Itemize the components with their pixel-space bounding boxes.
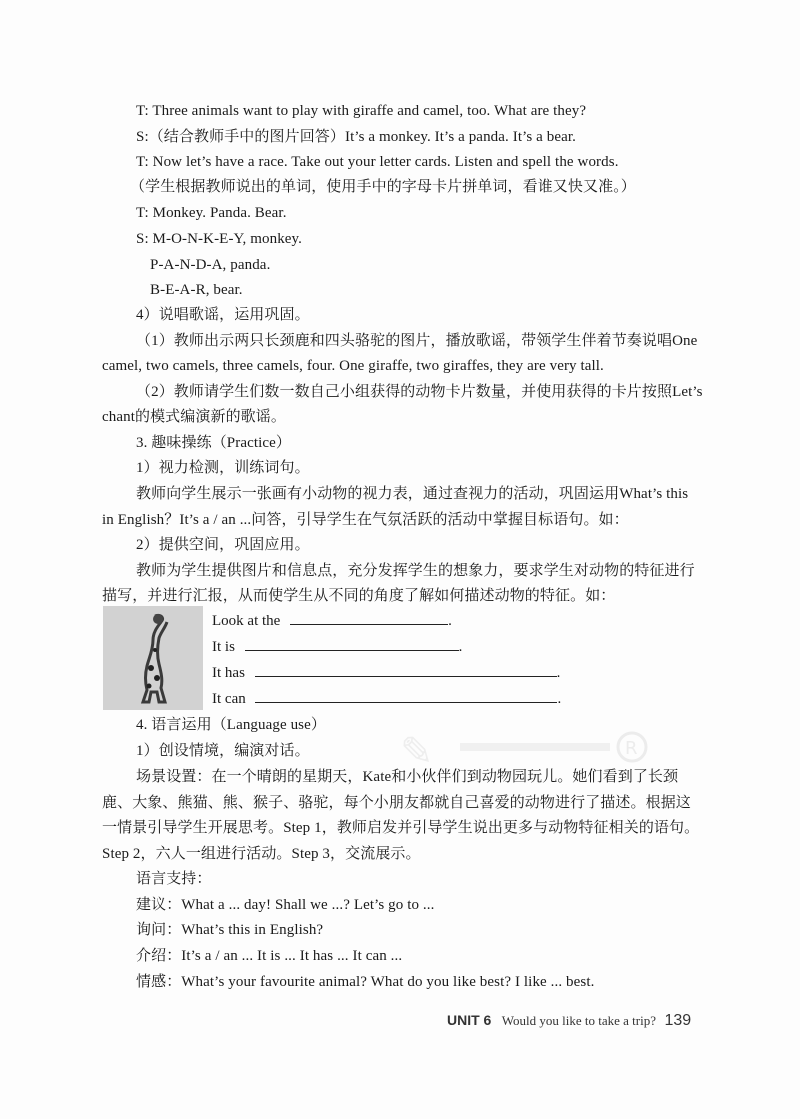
exercise-row bbox=[212, 636, 462, 657]
dialogue-line: S: M-O-N-K-E-Y, monkey. bbox=[136, 231, 303, 247]
step-heading: 1）创设情境，编演对话。 bbox=[136, 743, 310, 759]
paragraph-line: 一情景引导学生开展思考。Step 1，教师启发并引导学生说出更多与动物特征相关的语句。 bbox=[102, 820, 700, 836]
exercise-prompt: It is bbox=[212, 639, 235, 655]
answer-blank[interactable] bbox=[290, 610, 448, 625]
paragraph-line: 鹿、大象、熊猫、熊、猴子、骆驼，每个小朋友都就自己喜爱的动物进行了描述。根据这 bbox=[102, 795, 691, 811]
paragraph-line: Step 2，六人一组进行活动。Step 3，交流展示。 bbox=[102, 846, 421, 862]
exercise-row bbox=[212, 662, 560, 683]
end-mark: . bbox=[448, 613, 452, 629]
step-heading: 4）说唱歌谣，运用巩固。 bbox=[136, 307, 310, 323]
support-line: 介绍：It’s a / an ... It is ... It has ... It can ... bbox=[136, 948, 403, 964]
svg-text:✎: ✎ bbox=[400, 729, 434, 775]
step-heading: 1）视力检测，训练词句。 bbox=[136, 460, 310, 476]
support-line: 情感：What’s your favourite animal? What do you like best? I like ... best. bbox=[136, 974, 595, 990]
page-number: 139 bbox=[664, 1012, 692, 1029]
exercise-prompt: Look at the bbox=[212, 613, 281, 629]
dialogue-line: B-E-A-R, bear. bbox=[150, 282, 243, 298]
dialogue-line: T: Monkey. Panda. Bear. bbox=[136, 205, 287, 221]
paragraph-line: 教师为学生提供图片和信息点，充分发挥学生的想象力，要求学生对动物的特征进行 bbox=[136, 563, 695, 579]
end-mark: . bbox=[557, 691, 562, 707]
exercise-prompt: It has bbox=[212, 665, 245, 681]
answer-blank[interactable] bbox=[245, 636, 459, 651]
exercise-row bbox=[212, 610, 452, 631]
dialogue-line: T: Three animals want to play with giraffe and camel, too. What are they? bbox=[136, 103, 587, 119]
dialogue-line: S:（结合教师手中的图片回答）It’s a monkey. It’s a panda. It’s a bear. bbox=[136, 129, 576, 145]
section-heading: 4. 语言运用（Language use） bbox=[136, 717, 326, 733]
page-footer bbox=[447, 1012, 691, 1030]
exercise-prompt: It can bbox=[212, 691, 246, 707]
paragraph-line: 教师向学生展示一张画有小动物的视力表，通过查视力的活动，巩固运用What’s this bbox=[136, 486, 689, 502]
answer-blank[interactable] bbox=[255, 688, 557, 703]
paragraph-line: in English？It’s a / an ...问答，引导学生在气氛活跃的活动中掌握目标语句。如： bbox=[102, 512, 629, 528]
answer-blank[interactable] bbox=[255, 662, 557, 677]
unit-label: UNIT 6 bbox=[447, 1012, 492, 1028]
exercise-row bbox=[212, 688, 561, 709]
language-support-heading: 语言支持： bbox=[136, 871, 212, 887]
section-heading: 3. 趣味操练（Practice） bbox=[136, 435, 292, 451]
step-heading: 2）提供空间，巩固应用。 bbox=[136, 537, 310, 553]
paragraph-line: chant的模式编演新的歌谣。 bbox=[102, 409, 286, 425]
paragraph-line: （1）教师出示两只长颈鹿和四头骆驼的图片，播放歌谣，带领学生伴着节奏说唱One bbox=[136, 333, 698, 349]
paragraph-line: 场景设置：在一个晴朗的星期天，Kate和小伙伴们到动物园玩儿。她们看到了长颈 bbox=[136, 769, 679, 785]
support-line: 建议：What a ... day! Shall we ...? Let’s go to ... bbox=[136, 897, 435, 913]
support-line: 询问：What’s this in English? bbox=[136, 922, 324, 938]
paragraph-line: camel, two camels, three camels, four. One giraffe, two giraffes, they are very tall. bbox=[102, 358, 604, 374]
unit-title: Would you like to take a trip? bbox=[501, 1013, 656, 1028]
note-line: （学生根据教师说出的单词，使用手中的字母卡片拼单词，看谁又快又准。） bbox=[130, 179, 636, 195]
paragraph-line: （2）教师请学生们数一数自己小组获得的动物卡片数量，并使用获得的卡片按照Let’s bbox=[136, 384, 703, 400]
paragraph-line: 描写，并进行汇报，从而使学生从不同的角度了解如何描述动物的特征。如： bbox=[102, 588, 616, 604]
end-mark: . bbox=[556, 665, 561, 681]
dialogue-line: P-A-N-D-A, panda. bbox=[150, 257, 271, 273]
dialogue-line: T: Now let’s have a race. Take out your letter cards. Listen and spell the words. bbox=[136, 154, 619, 170]
giraffe-icon bbox=[103, 606, 203, 710]
end-mark: . bbox=[458, 639, 463, 655]
svg-text:R: R bbox=[625, 738, 638, 759]
giraffe-illustration bbox=[103, 606, 203, 710]
